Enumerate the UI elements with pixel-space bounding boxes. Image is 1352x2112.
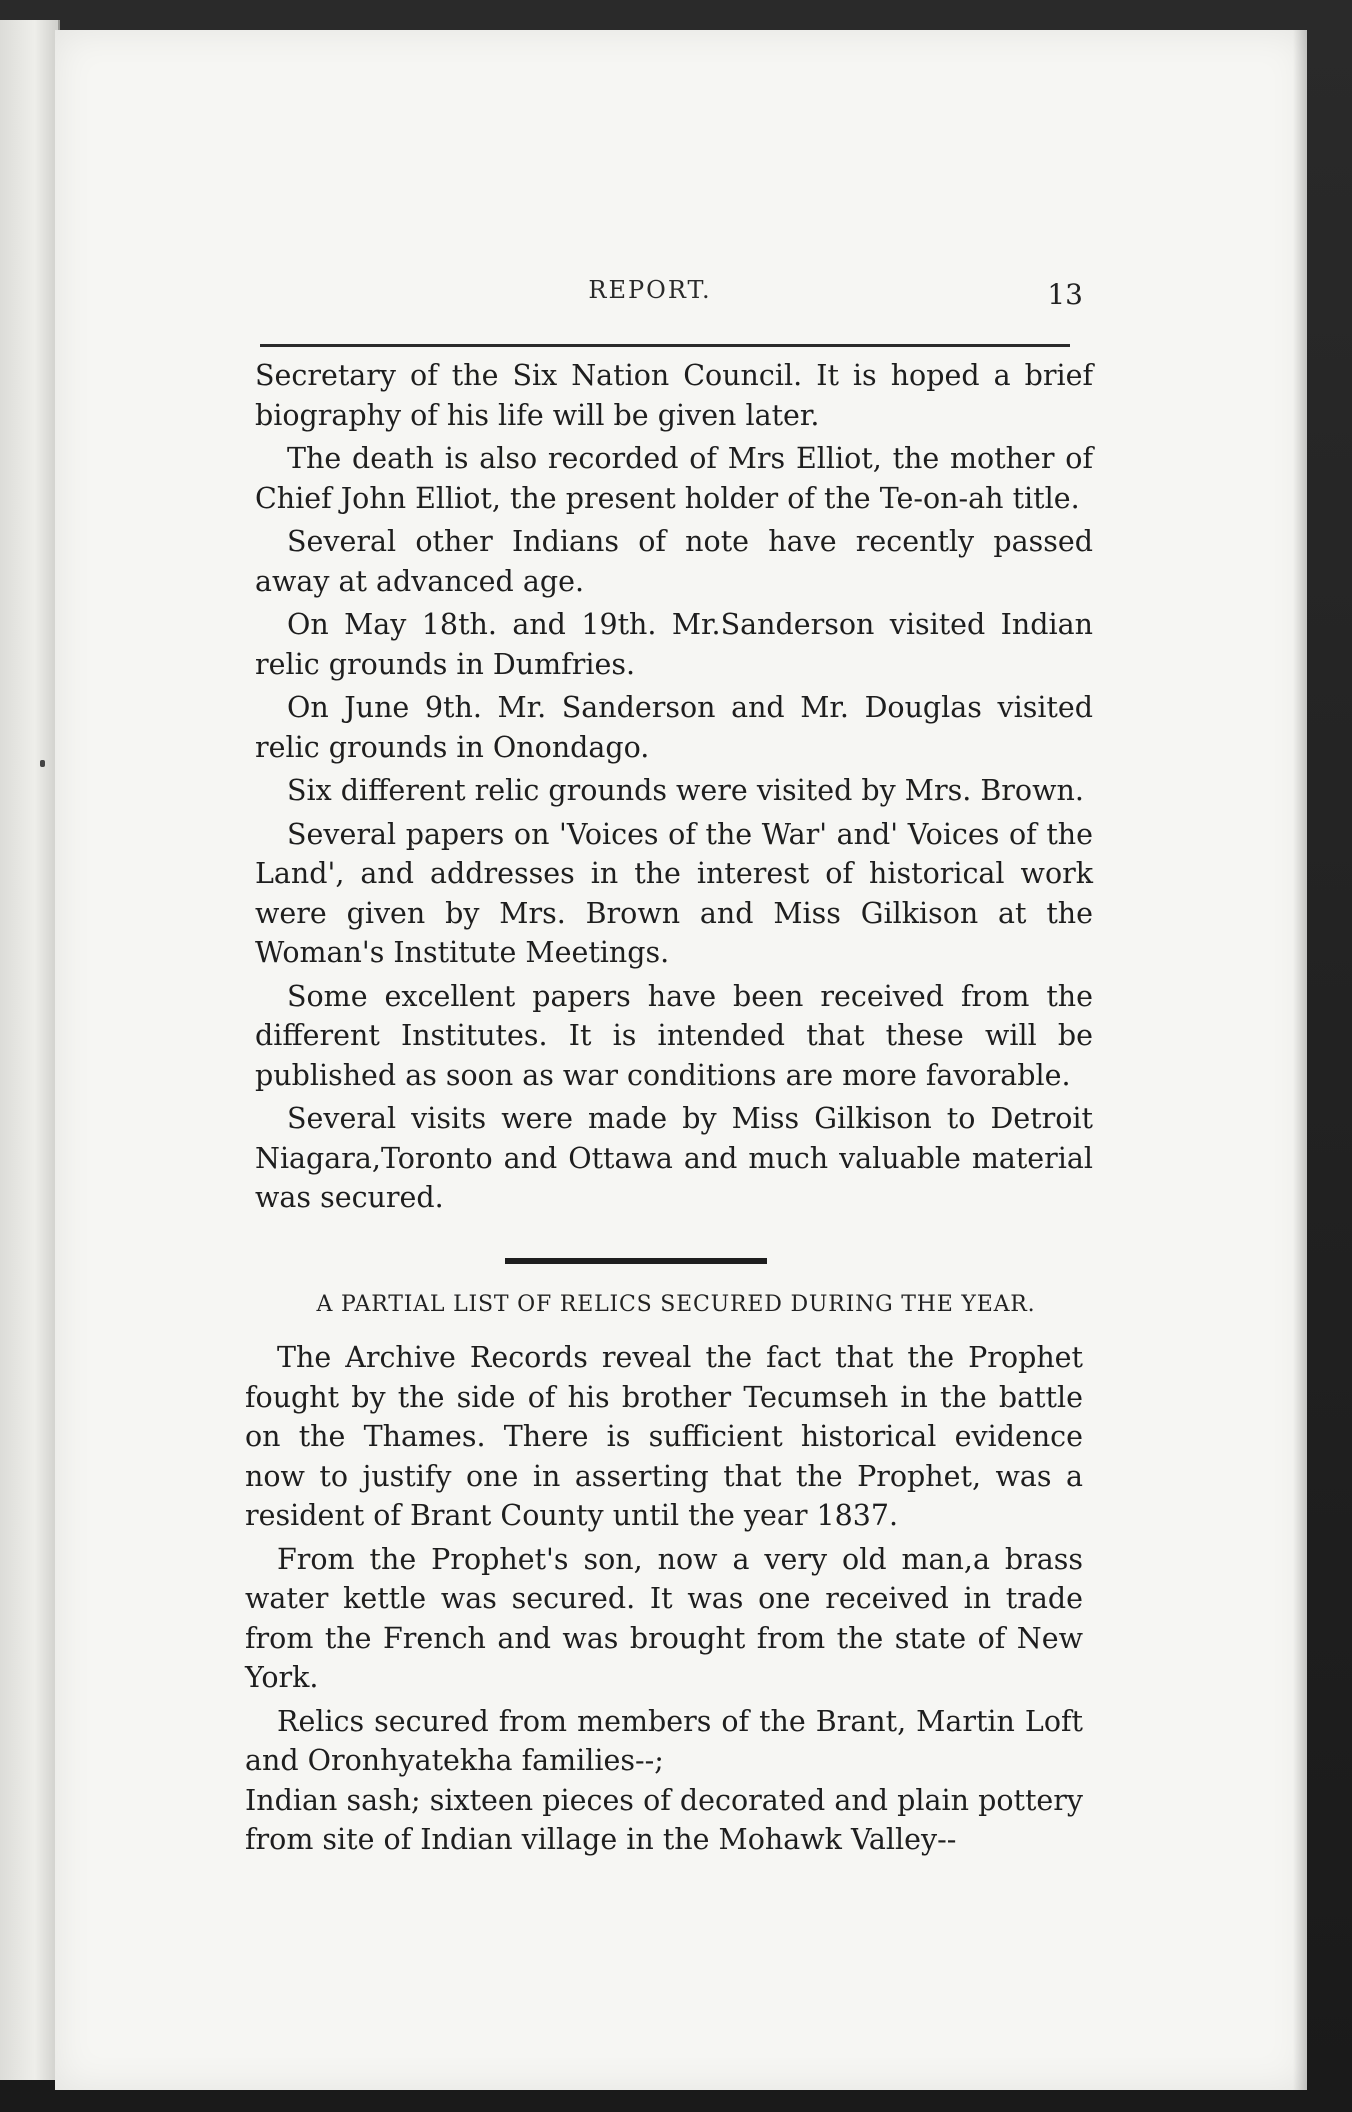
page-header xyxy=(205,258,1095,311)
section-divider-rule xyxy=(505,1258,767,1264)
paragraph: Several other Indians of note have recently passed away at advanced age. xyxy=(255,525,1093,598)
header-rule xyxy=(260,344,1070,347)
left-page-edge xyxy=(0,20,60,2080)
paragraph: Some excellent papers have been received from the different Institutes. It is intended that these will be published as soon as war conditions are more favorable. xyxy=(255,979,1093,1092)
paragraph: Several papers on 'Voices of the War' and' Voices of the Land', and addresses in the interest of historical work were given by Mrs. Brown and Miss Gilkison at the Woman's Institute Meetings. xyxy=(255,817,1093,969)
paragraph: Indian sash; sixteen pieces of decorated and plain pottery from site of Indian village in the Mohawk Valley-- xyxy=(245,1783,1083,1856)
report-body xyxy=(255,356,1093,1218)
margin-speck xyxy=(40,760,45,767)
page-edge-shadow xyxy=(1293,30,1307,2090)
paragraph: Six different relic grounds were visited by Mrs. Brown. xyxy=(287,774,1084,807)
section-heading: A PARTIAL LIST OF RELICS SECURED DURING THE YEAR. xyxy=(316,1292,1036,1317)
paragraph: The death is also recorded of Mrs Elliot, the mother of Chief John Elliot, the present holder of the Te-on-ah title. xyxy=(255,442,1093,515)
paragraph: Relics secured from members of the Brant, Martin Loft and Oronhyatekha families--; xyxy=(245,1704,1083,1777)
relics-body xyxy=(245,1334,1083,1860)
running-head: REPORT. xyxy=(588,276,712,304)
paragraph: Secretary of the Six Nation Council. It is hoped a brief biography of his life will be given later. xyxy=(255,359,1093,432)
paragraph: On May 18th. and 19th. Mr.Sanderson visited Indian relic grounds in Dumfries. xyxy=(255,608,1093,681)
paragraph: On June 9th. Mr. Sanderson and Mr. Douglas visited relic grounds in Onondago. xyxy=(255,691,1093,764)
page-number: 13 xyxy=(1047,278,1083,311)
paragraph: The Archive Records reveal the fact that the Prophet fought by the side of his brother Tecumseh in the battle on the Thames. There is sufficient historical evidence now to justify one in asserting that the Prophet, was a resident of Brant County until the year 1837. xyxy=(245,1341,1083,1532)
paragraph: From the Prophet's son, now a very old man,a brass water kettle was secured. It was one received in trade from the French and was brought from the state of New York. xyxy=(245,1542,1083,1694)
paragraph: Several visits were made by Miss Gilkison to Detroit Niagara,Toronto and Ottawa and much valuable material was secured. xyxy=(255,1102,1093,1214)
